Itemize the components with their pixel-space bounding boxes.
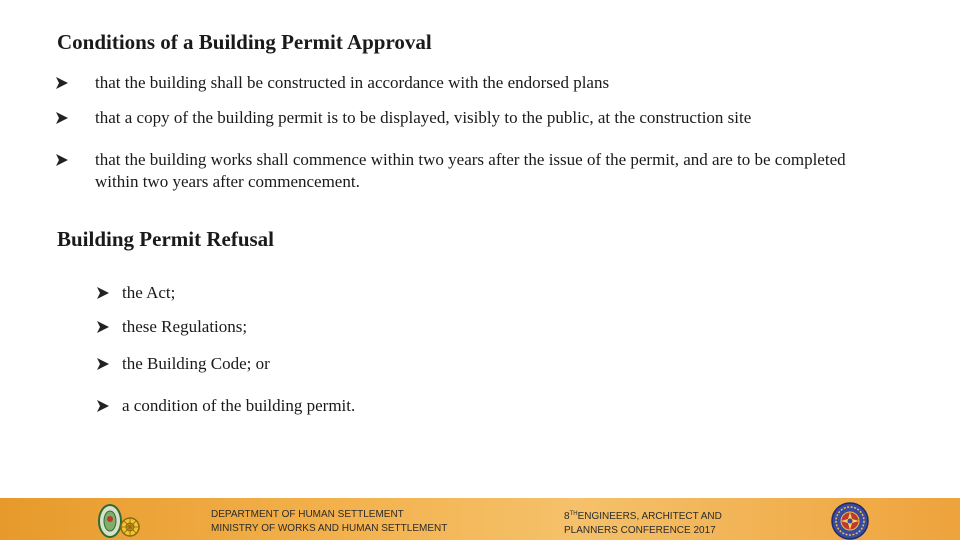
- list-item: [97, 316, 247, 338]
- arrowhead-bullet-icon: [97, 287, 109, 299]
- list-item-text: that the building works shall commence within two years after the issue of the permit, and are to be completed within two years after commencement.: [95, 150, 846, 191]
- conference-suffix: TH: [569, 511, 578, 517]
- refusal-heading: Building Permit Refusal: [57, 227, 275, 251]
- department-line-2: MINISTRY OF WORKS AND HUMAN SETTLEMENT: [211, 523, 448, 534]
- conference-label: [564, 510, 722, 538]
- list-item-text: the Act;: [122, 283, 176, 302]
- ministry-emblem-icon: [94, 500, 142, 540]
- department-label: [211, 508, 447, 536]
- conference-ordinal: 8: [564, 511, 570, 522]
- list-item-text: the Building Code; or: [122, 354, 270, 373]
- footer-bar: [0, 498, 960, 540]
- list-item: [97, 282, 175, 304]
- list-item: [56, 72, 609, 94]
- department-line-1: DEPARTMENT OF HUMAN SETTLEMENT: [211, 509, 404, 520]
- approval-heading: Conditions of a Building Permit Approval: [57, 30, 432, 54]
- arrowhead-bullet-icon: [97, 321, 109, 333]
- list-item: [56, 107, 751, 129]
- arrowhead-bullet-icon: [56, 112, 68, 124]
- list-item: [97, 395, 355, 417]
- conference-line-1-rest: ENGINEERS, ARCHITECT AND: [577, 511, 722, 522]
- list-item-text: that a copy of the building permit is to be displayed, visibly to the public, at the construction site: [95, 108, 752, 127]
- arrowhead-bullet-icon: [97, 400, 109, 412]
- royal-seal-icon: [828, 500, 872, 540]
- list-item: [56, 149, 885, 193]
- list-item-text: these Regulations;: [122, 317, 248, 336]
- arrowhead-bullet-icon: [56, 77, 68, 89]
- conference-line-2: PLANNERS CONFERENCE 2017: [564, 525, 716, 536]
- list-item-text: that the building shall be constructed in accordance with the endorsed plans: [95, 73, 610, 92]
- conference-line-1: [564, 510, 722, 524]
- list-item: [97, 353, 270, 375]
- list-item-text: a condition of the building permit.: [122, 396, 356, 415]
- arrowhead-bullet-icon: [97, 358, 109, 370]
- arrowhead-bullet-icon: [56, 154, 68, 166]
